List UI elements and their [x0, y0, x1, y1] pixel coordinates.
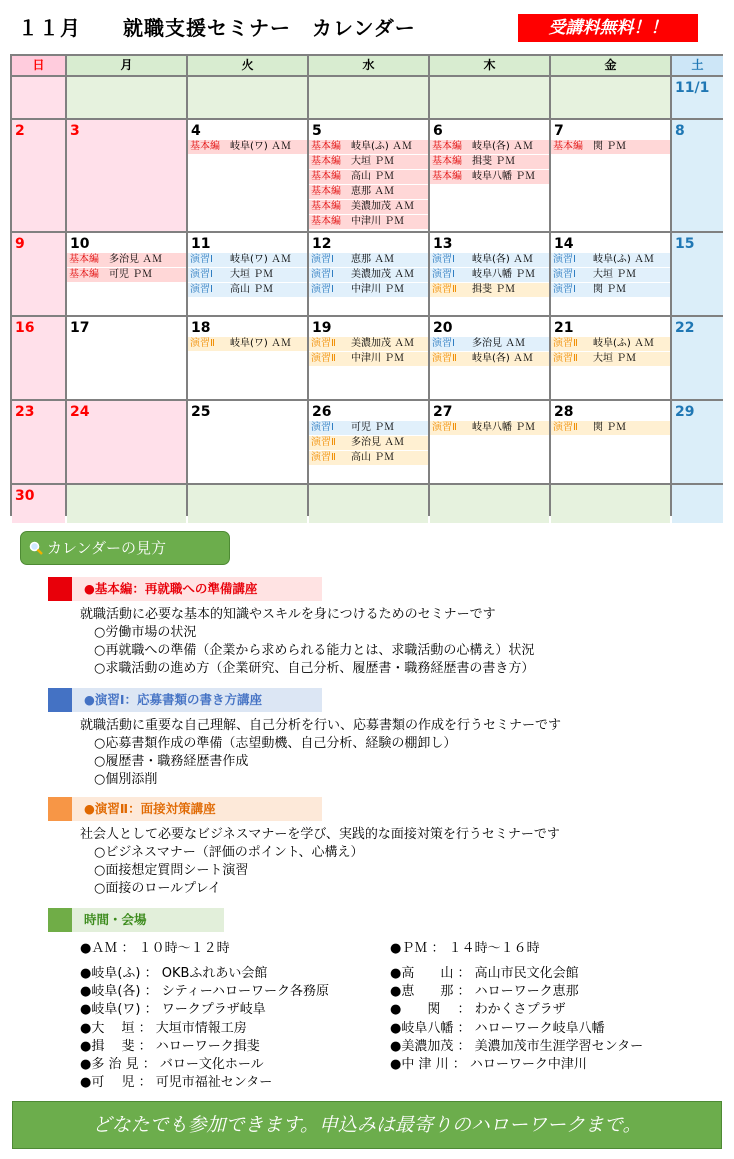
page-title [18, 12, 416, 41]
calendar-cell [551, 233, 670, 315]
venue-section-heading: 時間・会場 [48, 908, 322, 932]
day-number: 6 [433, 123, 443, 139]
calendar-cell [67, 233, 186, 315]
venue-item: ●岐阜八幡 ： ハローワーク岐阜八幡 [390, 1020, 605, 1036]
seminar-entry [309, 436, 428, 450]
seminar-place-time: 中津川 ＰＭ [351, 353, 405, 364]
seminar-type: 演習Ⅰ [311, 254, 334, 265]
seminar-entry [551, 337, 670, 351]
day-number: 2 [15, 123, 25, 139]
venue-item: ●揖 斐 ： ハローワーク揖斐 [80, 1038, 260, 1054]
venue-item: ●可 児 ： 可児市福祉センター [80, 1075, 273, 1091]
day-number: 7 [554, 123, 564, 139]
seminar-type: 演習Ⅱ [553, 338, 578, 349]
seminar-entry [430, 283, 549, 297]
seminar-place-time: 揖斐 ＰＭ [472, 284, 516, 295]
calendar-cell [12, 317, 65, 399]
calendar-cell [672, 401, 723, 483]
seminar-type: 演習Ⅱ [311, 353, 336, 364]
seminar-type: 基本編 [311, 201, 341, 212]
seminar-type: 演習Ⅰ [553, 284, 576, 295]
seminar-type: 演習Ⅰ [432, 254, 455, 265]
seminar-entry [551, 352, 670, 366]
seminar-entry [309, 337, 428, 351]
seminar-entry [309, 253, 428, 267]
seminar-type: 演習Ⅱ [311, 437, 336, 448]
day-number: 25 [191, 404, 211, 420]
seminar-place-time: 可児 ＰＭ [109, 269, 153, 280]
calendar-cell [430, 317, 549, 399]
day-number: 12 [312, 236, 332, 252]
calendar-cell [67, 485, 186, 523]
calendar-cell [551, 401, 670, 483]
exercise2-section-heading: ●演習Ⅱ：面接対策講座 [48, 797, 322, 821]
seminar-place-time: 岐阜(ふ) ＡＭ [593, 338, 654, 349]
calendar-cell [430, 401, 549, 483]
seminar-entry [67, 268, 186, 282]
calendar-cell [12, 77, 65, 118]
day-number: 11 [191, 236, 211, 252]
seminar-type: 演習Ⅰ [190, 254, 213, 265]
calendar-cell [672, 233, 723, 315]
weekday-header: 木 [430, 56, 549, 75]
seminar-entry [430, 352, 549, 366]
seminar-type: 演習Ⅱ [432, 284, 457, 295]
exercise1-section-text: 就職活動に重要な自己理解、自己分析を行い、応募書類の作成を行うセミナーです ○応募書類作成の準備（志望動機、自己分析、経験の棚卸し） ○履歴書・職務経歴書作成 ○個別添削 [80, 718, 562, 787]
seminar-entry [188, 253, 307, 267]
seminar-type: 基本編 [311, 156, 341, 167]
calendar-cell [188, 317, 307, 399]
seminar-type: 演習Ⅰ [311, 422, 334, 433]
seminar-entry [188, 283, 307, 297]
day-number: 27 [433, 404, 453, 420]
guide-button-label: カレンダーの見方 [47, 539, 167, 557]
seminar-type: 演習Ⅱ [553, 353, 578, 364]
seminar-type: 演習Ⅱ [432, 353, 457, 364]
weekday-header: 金 [551, 56, 670, 75]
seminar-place-time: 岐阜(ふ) ＡＭ [351, 141, 412, 152]
day-number: 19 [312, 320, 332, 336]
seminar-entry [430, 337, 549, 351]
day-number: 9 [15, 236, 25, 252]
day-number: 16 [15, 320, 35, 336]
seminar-place-time: 多治見 ＡＭ [472, 338, 526, 349]
calendar-grid [10, 54, 723, 516]
calendar-cell [430, 77, 549, 118]
day-number: 28 [554, 404, 574, 420]
seminar-entry [188, 337, 307, 351]
calendar-cell [12, 485, 65, 523]
seminar-place-time: 中津川 ＰＭ [351, 284, 405, 295]
seminar-entry [309, 268, 428, 282]
seminar-place-time: 高山 ＰＭ [351, 171, 395, 182]
seminar-type: 基本編 [311, 171, 341, 182]
calendar-cell [309, 485, 428, 523]
seminar-entry [309, 283, 428, 297]
month-label: １１月 [18, 16, 81, 40]
seminar-type: 演習Ⅰ [190, 269, 213, 280]
seminar-entry [430, 253, 549, 267]
seminar-entry [309, 200, 428, 214]
seminar-type: 基本編 [311, 216, 341, 227]
calendar-cell [188, 233, 307, 315]
calendar-cell [12, 120, 65, 231]
seminar-type: 演習Ⅰ [311, 269, 334, 280]
seminar-type: 基本編 [432, 141, 462, 152]
day-number: 29 [675, 404, 695, 420]
calendar-cell [551, 120, 670, 231]
venue-item: ●多 治 見 ： バロー文化ホール [80, 1057, 264, 1073]
seminar-entry [430, 421, 549, 435]
weekday-header: 月 [67, 56, 186, 75]
calendar-cell [309, 317, 428, 399]
seminar-place-time: 大垣 ＰＭ [230, 269, 274, 280]
seminar-entry [551, 140, 670, 154]
day-number: 18 [191, 320, 211, 336]
venue-list-right [390, 965, 643, 1074]
calendar-cell [67, 401, 186, 483]
day-number: 21 [554, 320, 574, 336]
seminar-type: 演習Ⅰ [311, 284, 334, 295]
seminar-type: 演習Ⅱ [311, 452, 336, 463]
venue-item: ●美濃加茂 ： 美濃加茂市生涯学習センター [390, 1038, 644, 1054]
seminar-entry [309, 155, 428, 169]
seminar-entry [551, 253, 670, 267]
free-badge: 受講料無料！！ [518, 14, 698, 42]
calendar-cell [430, 120, 549, 231]
seminar-entry [309, 140, 428, 154]
seminar-type: 演習Ⅰ [553, 269, 576, 280]
seminar-entry [309, 352, 428, 366]
day-number: 30 [15, 488, 35, 504]
calendar-cell [430, 233, 549, 315]
venue-item: ●高 山 ： 高山市民文化会館 [390, 966, 579, 981]
venue-item: ●中 津 川 ： ハローワーク中津川 [390, 1057, 587, 1073]
day-number: 5 [312, 123, 322, 139]
venue-item: ●恵 那 ： ハローワーク恵那 [390, 984, 579, 1000]
seminar-type: 基本編 [190, 141, 220, 152]
seminar-entry [309, 215, 428, 229]
calendar-cell [309, 401, 428, 483]
seminar-type: 演習Ⅰ [553, 254, 576, 265]
seminar-place-time: 岐阜(ワ) ＡＭ [230, 338, 291, 349]
seminar-place-time: 美濃加茂 ＡＭ [351, 338, 415, 349]
seminar-place-time: 関 ＰＭ [593, 141, 627, 152]
seminar-place-time: 大垣 ＰＭ [593, 269, 637, 280]
weekday-header: 火 [188, 56, 307, 75]
calendar-cell [188, 485, 307, 523]
seminar-type: 演習Ⅱ [432, 422, 457, 433]
seminar-type: 演習Ⅱ [553, 422, 578, 433]
seminar-entry [67, 253, 186, 267]
day-number: 22 [675, 320, 695, 336]
seminar-type: 演習Ⅱ [190, 338, 215, 349]
seminar-place-time: 岐阜八幡 ＰＭ [472, 269, 536, 280]
venue-item: ●岐阜(ふ) ： OKBふれあい会館 [80, 966, 268, 981]
seminar-entry [309, 170, 428, 184]
seminar-type: 演習Ⅰ [190, 284, 213, 295]
seminar-place-time: 美濃加茂 ＡＭ [351, 201, 415, 212]
weekday-header: 土 [672, 56, 723, 75]
seminar-entry [430, 268, 549, 282]
day-number: 3 [70, 123, 80, 139]
venue-list-left [80, 965, 329, 1092]
calendar-cell [188, 77, 307, 118]
seminar-type: 基本編 [432, 156, 462, 167]
seminar-place-time: 関 ＰＭ [593, 422, 627, 433]
day-number: 17 [70, 320, 90, 336]
seminar-place-time: 岐阜(ワ) ＡＭ [230, 254, 291, 265]
seminar-entry [188, 268, 307, 282]
seminar-entry [430, 140, 549, 154]
calendar-cell [672, 485, 723, 523]
calendar-guide-button[interactable] [20, 531, 230, 565]
calendar-cell [672, 120, 723, 231]
calendar-cell [309, 120, 428, 231]
pm-time: ●ＰＭ ： １４時～１６時 [390, 941, 540, 956]
seminar-place-time: 関 ＰＭ [593, 284, 627, 295]
day-number: 8 [675, 123, 685, 139]
day-number: 24 [70, 404, 90, 420]
basic-section-heading: ●基本編：再就職への準備講座 [48, 577, 322, 601]
seminar-entry [309, 451, 428, 465]
calendar-cell [188, 120, 307, 231]
seminar-entry [188, 140, 307, 154]
seminar-entry [551, 421, 670, 435]
day-number: 23 [15, 404, 35, 420]
day-number: 11/1 [675, 80, 710, 96]
seminar-place-time: 中津川 ＰＭ [351, 216, 405, 227]
seminar-place-time: 岐阜八幡 ＰＭ [472, 422, 536, 433]
seminar-place-time: 岐阜(各) ＡＭ [472, 141, 533, 152]
day-number: 20 [433, 320, 453, 336]
day-number: 4 [191, 123, 201, 139]
exercise1-section-heading: ●演習Ⅰ：応募書類の書き方講座 [48, 688, 322, 712]
seminar-entry [430, 170, 549, 184]
seminar-place-time: 岐阜(ふ) ＡＭ [593, 254, 654, 265]
calendar-cell [309, 233, 428, 315]
calendar-cell [12, 401, 65, 483]
exercise2-section-text: 社会人として必要なビジネスマナーを学び、実践的な面接対策を行うセミナーです ○ビジネスマナー（評価のポイント、心構え） ○面接想定質問シート演習 ○面接のロールプレイ [80, 827, 560, 896]
calendar-cell [67, 120, 186, 231]
seminar-place-time: 岐阜(ワ) ＡＭ [230, 141, 291, 152]
seminar-place-time: 岐阜八幡 ＰＭ [472, 171, 536, 182]
seminar-place-time: 恵那 ＡＭ [351, 254, 395, 265]
calendar-cell [67, 317, 186, 399]
seminar-place-time: 可児 ＰＭ [351, 422, 395, 433]
seminar-place-time: 高山 ＰＭ [351, 452, 395, 463]
calendar-cell [309, 77, 428, 118]
calendar-cell [188, 401, 307, 483]
day-number: 26 [312, 404, 332, 420]
am-time: ●ＡＭ ： １０時～１２時 [80, 941, 230, 956]
weekday-header: 水 [309, 56, 428, 75]
seminar-place-time: 美濃加茂 ＡＭ [351, 269, 415, 280]
seminar-type: 基本編 [69, 269, 99, 280]
seminar-type: 基本編 [553, 141, 583, 152]
magnifier-icon [29, 532, 47, 564]
calendar-cell [12, 233, 65, 315]
seminar-place-time: 揖斐 ＰＭ [472, 156, 516, 167]
seminar-entry [551, 283, 670, 297]
footer-banner: どなたでも参加できます。申込みは最寄りのハローワークまで。 [12, 1101, 722, 1149]
weekday-header: 日 [12, 56, 65, 75]
seminar-entry [430, 155, 549, 169]
calendar-cell [430, 485, 549, 523]
calendar-title: 就職支援セミナー カレンダー [123, 16, 416, 40]
day-number: 13 [433, 236, 453, 252]
seminar-place-time: 大垣 ＰＭ [351, 156, 395, 167]
seminar-type: 基本編 [432, 171, 462, 182]
seminar-entry [309, 421, 428, 435]
calendar-cell [672, 77, 723, 118]
day-number: 10 [70, 236, 90, 252]
day-number: 14 [554, 236, 574, 252]
seminar-place-time: 多治見 ＡＭ [351, 437, 405, 448]
calendar-cell [551, 77, 670, 118]
seminar-entry [551, 268, 670, 282]
seminar-place-time: 恵那 ＡＭ [351, 186, 395, 197]
seminar-type: 基本編 [311, 141, 341, 152]
venue-item: ●大 垣 ： 大垣市情報工房 [80, 1020, 247, 1036]
seminar-place-time: 多治見 ＡＭ [109, 254, 163, 265]
seminar-place-time: 岐阜(各) ＡＭ [472, 353, 533, 364]
seminar-place-time: 岐阜(各) ＡＭ [472, 254, 533, 265]
calendar-cell [551, 317, 670, 399]
seminar-type: 演習Ⅰ [432, 338, 455, 349]
calendar-cell [672, 317, 723, 399]
day-number: 15 [675, 236, 695, 252]
venue-item: ●岐阜(各) ： シティーハローワーク各務原 [80, 984, 330, 1000]
calendar-cell [67, 77, 186, 118]
seminar-place-time: 大垣 ＰＭ [593, 353, 637, 364]
venue-item: ● 関 ： わかくさプラザ [390, 1002, 566, 1018]
basic-section-text: 就職活動に必要な基本的知識やスキルを身につけるためのセミナーです ○労働市場の状況 ○再就職への準備（企業から求められる能力とは、求職活動の心構え）状況 ○求職活動の進め方（企業研究、自己分析、履歴書・職務経歴書の書き方） [80, 607, 535, 676]
calendar-cell [551, 485, 670, 523]
seminar-type: 基本編 [69, 254, 99, 265]
seminar-type: 演習Ⅱ [311, 338, 336, 349]
seminar-entry [309, 185, 428, 199]
venue-item: ●岐阜(ワ) ： ワークプラザ岐阜 [80, 1002, 266, 1018]
seminar-type: 演習Ⅰ [432, 269, 455, 280]
seminar-type: 基本編 [311, 186, 341, 197]
seminar-place-time: 高山 ＰＭ [230, 284, 274, 295]
